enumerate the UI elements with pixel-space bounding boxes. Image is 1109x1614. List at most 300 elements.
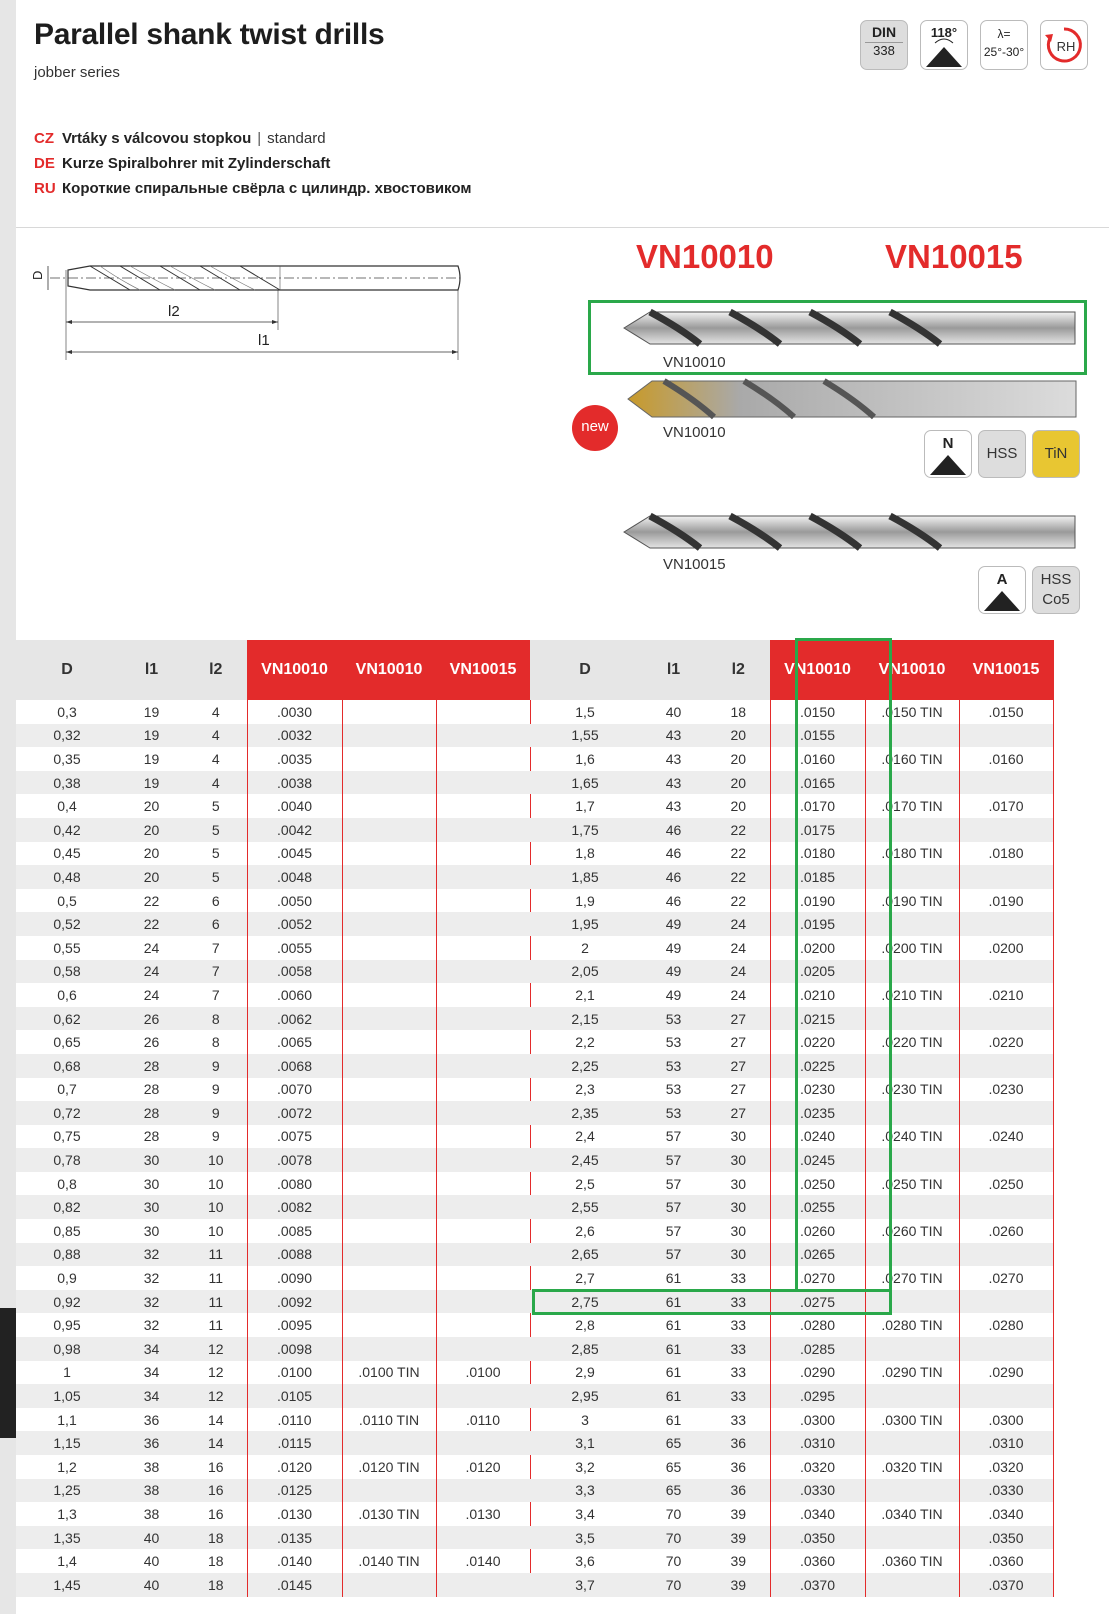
table-cell — [342, 1290, 436, 1314]
table-cell: 0,92 — [16, 1290, 118, 1314]
column-header: VN10010 — [342, 640, 436, 700]
rh-label: RH — [1056, 39, 1076, 54]
table-cell: 33 — [730, 1411, 747, 1428]
table-cell — [342, 960, 436, 984]
table-row — [530, 1148, 1053, 1172]
table-row — [16, 1290, 530, 1314]
drill-caption-1: VN10010 — [663, 354, 726, 371]
table-cell: 0,52 — [16, 912, 118, 936]
column-header: D — [530, 640, 640, 700]
table-cell: 36 — [730, 1458, 747, 1475]
table-cell: 53 — [640, 1007, 707, 1031]
table-cell: .0125 — [247, 1479, 342, 1503]
table-cell — [436, 960, 530, 984]
table-row — [16, 1408, 530, 1432]
table-cell: 2,55 — [530, 1195, 640, 1219]
table-cell: 3,7 — [530, 1573, 640, 1597]
table-row — [530, 983, 1053, 1007]
table-cell: .0105 — [247, 1384, 342, 1408]
page-title: Parallel shank twist drills — [34, 18, 385, 51]
table-cell: 38 — [143, 1458, 160, 1475]
table-cell: 61 — [640, 1337, 707, 1361]
table-cell: .0030 — [247, 700, 342, 724]
table-cell: 11 — [185, 1243, 247, 1267]
table-row — [16, 1455, 530, 1479]
table-cell: 28 — [143, 1081, 160, 1098]
table-cell: .0295 — [770, 1384, 865, 1408]
table-cell: 22 — [707, 865, 770, 889]
table-cell: 24 — [143, 986, 160, 1003]
table-cell — [959, 1290, 1053, 1314]
table-cell: 30 — [143, 1175, 160, 1192]
table-cell — [342, 1172, 436, 1196]
table-cell — [342, 818, 436, 842]
table-cell: 0,82 — [16, 1195, 118, 1219]
table-cell: 3,3 — [530, 1479, 640, 1503]
table-cell: 5 — [185, 865, 247, 889]
table-row — [16, 1054, 530, 1078]
table-cell: .0285 — [770, 1337, 865, 1361]
table-cell: .0290 — [770, 1361, 865, 1385]
column-header: VN10015 — [959, 640, 1053, 700]
table-row — [16, 1573, 530, 1597]
table-cell: 16 — [207, 1505, 224, 1522]
table-cell: 3,1 — [530, 1431, 640, 1455]
material-hss-co5-badge — [1032, 566, 1080, 614]
material-co5-label: Co5 — [1042, 591, 1070, 608]
table-cell: .0265 — [770, 1243, 865, 1267]
table-cell: 70 — [665, 1505, 682, 1522]
table-row — [530, 1479, 1053, 1503]
table-cell: 14 — [207, 1411, 224, 1428]
rotation-badge — [1040, 20, 1088, 70]
table-cell: 16 — [185, 1479, 247, 1503]
table-cell: .0280 — [959, 1313, 1053, 1337]
table-cell: 38 — [118, 1479, 185, 1503]
table-cell: 20 — [118, 818, 185, 842]
table-cell — [436, 794, 530, 818]
table-cell: 61 — [665, 1364, 682, 1381]
table-cell: 33 — [707, 1384, 770, 1408]
table-cell: .0310 — [770, 1431, 865, 1455]
table-cell: .0068 — [247, 1054, 342, 1078]
table-cell: 7 — [185, 960, 247, 984]
table-cell: .0195 — [770, 912, 865, 936]
table-cell: 20 — [707, 771, 770, 795]
table-row — [530, 1172, 1053, 1196]
table-row — [16, 1030, 530, 1054]
table-cell: 49 — [640, 960, 707, 984]
drill-caption-2: VN10010 — [663, 424, 726, 441]
table-cell: 4 — [211, 750, 220, 767]
table-cell: 70 — [640, 1526, 707, 1550]
table-cell: 1,7 — [575, 798, 595, 815]
table-cell: .0225 — [770, 1054, 865, 1078]
table-row — [16, 1101, 530, 1125]
table-cell: .0120 — [436, 1455, 530, 1479]
table-cell: .0080 — [247, 1172, 342, 1196]
table-cell: .0330 — [959, 1479, 1053, 1503]
table-cell — [959, 1007, 1053, 1031]
table-cell: 61 — [640, 1290, 707, 1314]
table-cell: 0,98 — [16, 1337, 118, 1361]
table-cell: .0085 — [247, 1219, 342, 1243]
table-cell: .0075 — [247, 1125, 342, 1149]
table-cell: 30 — [730, 1175, 747, 1192]
table-cell: 53 — [665, 1034, 682, 1051]
table-cell: 1,1 — [57, 1411, 77, 1428]
table-cell: 12 — [185, 1384, 247, 1408]
table-cell — [865, 1431, 959, 1455]
table-cell: .0300 TIN — [865, 1408, 959, 1432]
table-cell: .0240 TIN — [865, 1125, 959, 1149]
table-cell: 20 — [730, 798, 747, 815]
table-cell: 24 — [143, 939, 160, 956]
lang-row-de — [34, 151, 471, 176]
table-row — [530, 771, 1053, 795]
table-cell: .0360 — [959, 1549, 1053, 1573]
table-cell: .0110 TIN — [342, 1408, 436, 1432]
table-cell: .0115 — [247, 1431, 342, 1455]
table-cell: .0205 — [770, 960, 865, 984]
table-cell: 7 — [211, 939, 220, 956]
table-row — [530, 700, 1053, 724]
table-cell: .0110 — [436, 1408, 530, 1432]
table-cell: .0150 — [959, 700, 1053, 724]
table-cell: 30 — [118, 1148, 185, 1172]
table-cell: 24 — [730, 939, 747, 956]
table-cell — [342, 1313, 436, 1337]
table-header-row — [16, 640, 530, 700]
table-cell: 39 — [707, 1526, 770, 1550]
table-row — [530, 1384, 1053, 1408]
table-cell: 10 — [185, 1195, 247, 1219]
table-row — [530, 936, 1053, 960]
table-cell: .0140 — [247, 1549, 342, 1573]
table-cell: 46 — [640, 818, 707, 842]
lang-code: RU — [34, 180, 56, 197]
table-cell: .0042 — [247, 818, 342, 842]
table-cell: 1,8 — [575, 845, 595, 862]
table-cell: .0235 — [770, 1101, 865, 1125]
table-cell: 0,88 — [16, 1243, 118, 1267]
table-cell: 24 — [118, 960, 185, 984]
table-cell: 3,2 — [575, 1458, 595, 1475]
table-row — [530, 1030, 1053, 1054]
table-cell: 39 — [707, 1573, 770, 1597]
table-row — [16, 724, 530, 748]
table-cell: 39 — [730, 1505, 747, 1522]
table-cell: .0370 — [959, 1573, 1053, 1597]
table-cell — [959, 912, 1053, 936]
table-cell: 2 — [581, 939, 589, 956]
table-row — [16, 700, 530, 724]
table-cell — [342, 1219, 436, 1243]
table-cell: 11 — [208, 1270, 224, 1287]
page-tab-marker — [0, 1308, 16, 1438]
table-cell: 61 — [640, 1384, 707, 1408]
table-cell: 0,75 — [53, 1128, 81, 1145]
table-cell: 4 — [185, 724, 247, 748]
table-cell — [342, 1054, 436, 1078]
table-cell: .0210 — [959, 983, 1053, 1007]
table-cell: .0220 — [770, 1030, 865, 1054]
table-cell — [436, 1007, 530, 1031]
table-cell: .0270 — [959, 1266, 1053, 1290]
table-cell: 2,85 — [530, 1337, 640, 1361]
table-cell: .0280 — [770, 1313, 865, 1337]
table-cell: .0290 TIN — [865, 1361, 959, 1385]
table-cell: 0,45 — [53, 845, 81, 862]
table-row — [16, 936, 530, 960]
table-row — [16, 1219, 530, 1243]
table-cell: 53 — [665, 1081, 682, 1098]
table-cell: 3,5 — [530, 1526, 640, 1550]
table-cell: 46 — [640, 865, 707, 889]
point-angle-icon — [921, 21, 967, 69]
table-cell — [436, 1195, 530, 1219]
table-cell: 24 — [707, 960, 770, 984]
table-cell — [436, 1479, 530, 1503]
column-header: VN10010 — [865, 640, 959, 700]
table-row — [530, 794, 1053, 818]
table-row — [530, 1549, 1053, 1573]
table-row — [530, 1219, 1053, 1243]
table-cell: 20 — [118, 865, 185, 889]
table-cell — [342, 700, 436, 724]
header-divider — [16, 227, 1109, 228]
table-cell: 5 — [211, 798, 220, 815]
table-cell: .0092 — [247, 1290, 342, 1314]
table-cell: 27 — [707, 1054, 770, 1078]
table-cell: .0370 — [770, 1573, 865, 1597]
table-cell — [342, 1479, 436, 1503]
table-cell — [865, 1384, 959, 1408]
table-cell — [436, 1337, 530, 1361]
table-row — [530, 1243, 1053, 1267]
table-cell: .0090 — [247, 1266, 342, 1290]
table-row — [530, 1007, 1053, 1031]
table-cell: .0260 — [959, 1219, 1053, 1243]
table-cell: 1,85 — [530, 865, 640, 889]
table-cell: .0140 — [436, 1549, 530, 1573]
table-cell: 61 — [665, 1411, 682, 1428]
table-cell: 10 — [207, 1175, 224, 1192]
table-cell: .0320 — [959, 1455, 1053, 1479]
table-cell: 18 — [730, 703, 747, 720]
table-row — [16, 1172, 530, 1196]
table-cell: .0210 TIN — [865, 983, 959, 1007]
table-cell: 0,72 — [16, 1101, 118, 1125]
table-cell — [959, 1101, 1053, 1125]
table-cell: 24 — [707, 912, 770, 936]
table-cell: 0,9 — [57, 1270, 77, 1287]
table-cell: 28 — [118, 1054, 185, 1078]
table-cell: .0280 TIN — [865, 1313, 959, 1337]
table-row — [530, 1054, 1053, 1078]
table-cell — [436, 842, 530, 866]
lang-extra: standard — [267, 130, 326, 147]
material-a-label: A — [996, 571, 1008, 588]
table-cell: 34 — [118, 1384, 185, 1408]
table-cell — [959, 1148, 1053, 1172]
table-cell: 30 — [707, 1148, 770, 1172]
table-cell: 43 — [665, 798, 682, 815]
din-badge — [860, 20, 908, 70]
table-cell: 14 — [185, 1431, 247, 1455]
table-cell — [436, 1078, 530, 1102]
table-row — [16, 1361, 530, 1385]
table-cell: 30 — [730, 1222, 747, 1239]
table-cell: 1,5 — [575, 703, 595, 720]
table-cell: 1 — [63, 1364, 71, 1381]
table-cell: 6 — [185, 912, 247, 936]
table-cell: 53 — [640, 1054, 707, 1078]
lambda-value: 25°-30° — [983, 45, 1025, 59]
table-cell: 36 — [143, 1411, 160, 1428]
table-cell: .0230 — [959, 1078, 1053, 1102]
table-cell: .0275 — [770, 1290, 865, 1314]
table-cell: 16 — [207, 1458, 224, 1475]
table-cell — [436, 700, 530, 724]
table-cell: 22 — [730, 845, 747, 862]
table-row — [530, 1125, 1053, 1149]
table-cell: 1,4 — [57, 1553, 77, 1570]
table-cell — [959, 1337, 1053, 1361]
table-cell: 65 — [665, 1458, 682, 1475]
table-cell: 19 — [143, 703, 160, 720]
table-cell: .0045 — [247, 842, 342, 866]
drill-table-right-wrap — [530, 640, 1054, 1597]
table-cell: 10 — [207, 1222, 224, 1239]
table-cell: 1,2 — [57, 1458, 77, 1475]
table-cell: .0360 — [770, 1549, 865, 1573]
table-cell: 18 — [207, 1553, 224, 1570]
product-code-vn10015: VN10015 — [885, 238, 1023, 275]
highlight-row-2-75 — [532, 1289, 892, 1315]
table-cell: 33 — [730, 1364, 747, 1381]
table-cell: .0100 — [436, 1361, 530, 1385]
table-cell: 5 — [185, 818, 247, 842]
column-header: l2 — [185, 640, 247, 700]
table-cell: .0185 — [770, 865, 865, 889]
table-cell: 2,2 — [575, 1034, 595, 1051]
column-header: D — [16, 640, 118, 700]
table-cell: 2,05 — [530, 960, 640, 984]
material-n-badge — [924, 430, 972, 478]
table-cell: 61 — [665, 1270, 682, 1287]
table-cell: .0320 TIN — [865, 1455, 959, 1479]
table-cell: 43 — [640, 771, 707, 795]
drill-caption-3: VN10015 — [663, 556, 726, 573]
table-cell — [436, 889, 530, 913]
table-cell — [959, 1384, 1053, 1408]
table-cell: .0240 — [770, 1125, 865, 1149]
table-cell: 40 — [118, 1526, 185, 1550]
table-cell: 7 — [211, 986, 220, 1003]
table-cell: .0340 — [959, 1502, 1053, 1526]
table-cell: .0190 — [770, 889, 865, 913]
table-cell: .0165 — [770, 771, 865, 795]
table-cell: .0300 — [959, 1408, 1053, 1432]
lang-code: DE — [34, 155, 55, 172]
table-cell: 61 — [665, 1317, 682, 1334]
table-cell — [959, 960, 1053, 984]
table-cell: 39 — [730, 1553, 747, 1570]
table-cell — [342, 1030, 436, 1054]
table-cell: 19 — [118, 771, 185, 795]
table-cell: 3,6 — [575, 1553, 595, 1570]
table-cell: .0330 — [770, 1479, 865, 1503]
table-cell: .0082 — [247, 1195, 342, 1219]
table-cell: .0100 TIN — [342, 1361, 436, 1385]
drill-dimension-diagram — [30, 240, 470, 370]
table-row — [16, 747, 530, 771]
table-cell: 20 — [143, 845, 160, 862]
table-cell — [342, 1007, 436, 1031]
table-cell: .0150 — [770, 700, 865, 724]
table-cell: .0065 — [247, 1030, 342, 1054]
table-cell — [436, 1313, 530, 1337]
table-cell: 18 — [185, 1573, 247, 1597]
table-cell: 1,55 — [530, 724, 640, 748]
table-cell: .0170 TIN — [865, 794, 959, 818]
table-cell — [959, 1054, 1053, 1078]
helix-angle-badge — [980, 20, 1028, 70]
table-cell: 36 — [118, 1431, 185, 1455]
table-cell: 18 — [185, 1526, 247, 1550]
table-cell: 57 — [665, 1128, 682, 1145]
table-cell — [436, 1243, 530, 1267]
table-cell — [436, 724, 530, 748]
table-cell: 0,5 — [57, 892, 77, 909]
table-cell — [436, 1526, 530, 1550]
table-cell: .0320 — [770, 1455, 865, 1479]
table-cell: .0200 — [770, 936, 865, 960]
table-row — [16, 1526, 530, 1550]
table-cell: 2,15 — [530, 1007, 640, 1031]
table-cell: 26 — [118, 1007, 185, 1031]
drill-table-left — [16, 640, 531, 1597]
table-cell: .0250 — [770, 1172, 865, 1196]
table-row — [16, 1313, 530, 1337]
table-row — [16, 842, 530, 866]
table-cell: .0360 TIN — [865, 1549, 959, 1573]
table-cell: .0215 — [770, 1007, 865, 1031]
lang-row-cz — [34, 126, 471, 151]
material-a-icon — [979, 567, 1025, 613]
table-cell: .0130 — [247, 1502, 342, 1526]
table-cell: 0,95 — [53, 1317, 81, 1334]
table-cell — [436, 1172, 530, 1196]
table-cell: 34 — [143, 1364, 160, 1381]
right-hand-rotation-icon — [1041, 21, 1087, 69]
table-cell: 0,4 — [57, 798, 77, 815]
table-cell — [436, 747, 530, 771]
table-cell: 0,7 — [57, 1081, 77, 1098]
table-cell: .0098 — [247, 1337, 342, 1361]
table-cell: 30 — [118, 1195, 185, 1219]
table-cell: .0255 — [770, 1195, 865, 1219]
table-cell: 22 — [118, 912, 185, 936]
table-cell — [342, 1431, 436, 1455]
table-cell: .0058 — [247, 960, 342, 984]
table-cell: 57 — [640, 1243, 707, 1267]
table-cell: 20 — [707, 724, 770, 748]
table-cell — [959, 1243, 1053, 1267]
table-cell: 2,75 — [530, 1290, 640, 1314]
table-cell: 20 — [730, 750, 747, 767]
